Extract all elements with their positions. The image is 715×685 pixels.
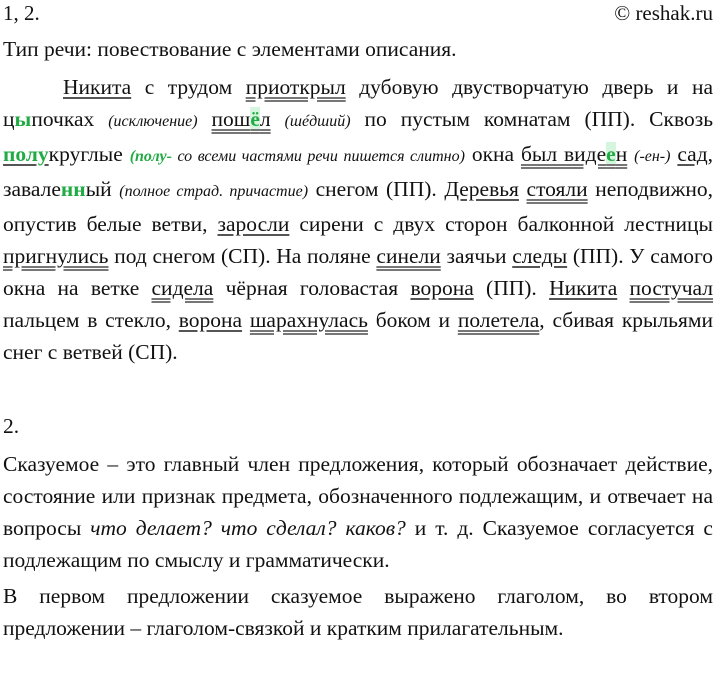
subject-word: Деревья <box>444 177 519 201</box>
predicate-word: пригнулись <box>3 244 109 268</box>
text-segment: дубовую двустворчатую дверь и на ц <box>3 75 713 131</box>
spelling-note-highlight: (полу- <box>129 148 172 165</box>
spelling-highlight: нн <box>60 177 86 201</box>
spelling-note: со всеми частями речи пишется слитно) <box>171 148 465 165</box>
text-segment: окна <box>464 142 521 166</box>
text-segment: Сказуемое – это главный член предложения, который обозначает действие, состояние или признак предмета, обозначенного подлежащим, и отвечает на вопросы <box>3 452 713 540</box>
predicate-word: шарахнулась <box>249 308 368 332</box>
spelling-note: (полное страд. причастие) <box>119 183 309 200</box>
predicate-word: полетела <box>457 308 540 332</box>
spelling-highlight: ы <box>14 107 32 131</box>
predicate-word: синели <box>376 244 441 268</box>
text-segment: неподвижно, опустив белые ветви, <box>3 177 713 236</box>
text-segment <box>617 276 629 300</box>
header <box>3 0 713 33</box>
spelling-note: (шéдший) <box>284 113 351 130</box>
predicate-word: стояли <box>526 177 588 201</box>
text-segment: чёрная головастая <box>213 276 411 300</box>
predicate-conclusion: В первом предложении сказуемое выражено глаголом, во втором предложении – глаголом-связкой и кратким прилагательным. <box>3 584 713 640</box>
analyzed-text <box>3 71 713 368</box>
speech-type: Тип речи: повествование с элементами описания. <box>3 37 457 61</box>
text-segment: (ПП). У самого окна на ветке <box>3 244 713 300</box>
text-segment: ый <box>85 177 120 201</box>
spelling-note: (исключение) <box>108 113 198 130</box>
spelling-note: (-ен-) <box>634 148 671 165</box>
spelling-highlight: полу <box>3 142 49 166</box>
text-segment: боком и <box>367 308 458 332</box>
text-segment: , сбивая крыльями снег с ветвей (СП). <box>3 308 713 364</box>
predicate-highlight: ё <box>250 107 260 131</box>
copyright: © reshak.ru <box>614 1 713 25</box>
question-italic: что делает? что сделал? каков? <box>90 516 406 540</box>
text-segment: под снегом (СП). На поляне <box>108 244 377 268</box>
subject-word: ворона <box>178 308 243 332</box>
text-segment: , завале <box>3 142 714 201</box>
text-segment: круглые <box>48 142 130 166</box>
section-2-number: 2. <box>3 414 20 438</box>
subject-word: ворона <box>410 276 474 300</box>
predicate-word: л <box>259 107 271 131</box>
predicate-word: пош <box>211 107 251 131</box>
text-segment <box>519 177 527 201</box>
task-number: 1, 2. <box>3 1 40 25</box>
subject-word: Никита <box>63 75 132 99</box>
predicate-word: н <box>615 142 628 166</box>
subject-word: заросли <box>217 212 290 236</box>
predicate-word: приоткрыл <box>245 75 346 99</box>
text-segment <box>271 107 285 131</box>
text-segment <box>198 107 212 131</box>
text-segment: почках <box>31 107 109 131</box>
text-segment: заячьи <box>440 244 513 268</box>
predicate-highlight: е <box>606 142 616 166</box>
text-segment: по пустым комнатам (ПП). Сквозь <box>350 107 714 131</box>
subject-word: сад <box>677 142 708 166</box>
predicate-word: сидела <box>151 276 214 300</box>
text-segment: снегом (ПП). <box>308 177 445 201</box>
predicate-definition <box>3 448 713 576</box>
text-segment: и т. д. Сказуемое согласуется с подлежащим по смыслу и грамматически. <box>3 516 713 572</box>
subject-word: Никита <box>549 276 618 300</box>
text-segment: сирени с двух сторон балконной лестницы <box>289 212 713 236</box>
text-segment: (ПП). <box>473 276 550 300</box>
text-segment: пальцем в стекло, <box>3 308 179 332</box>
text-segment <box>242 308 250 332</box>
text-segment: с трудом <box>131 75 246 99</box>
subject-word: следы <box>512 244 568 268</box>
predicate-word: был видe <box>520 142 607 166</box>
predicate-word: постучал <box>629 276 714 300</box>
